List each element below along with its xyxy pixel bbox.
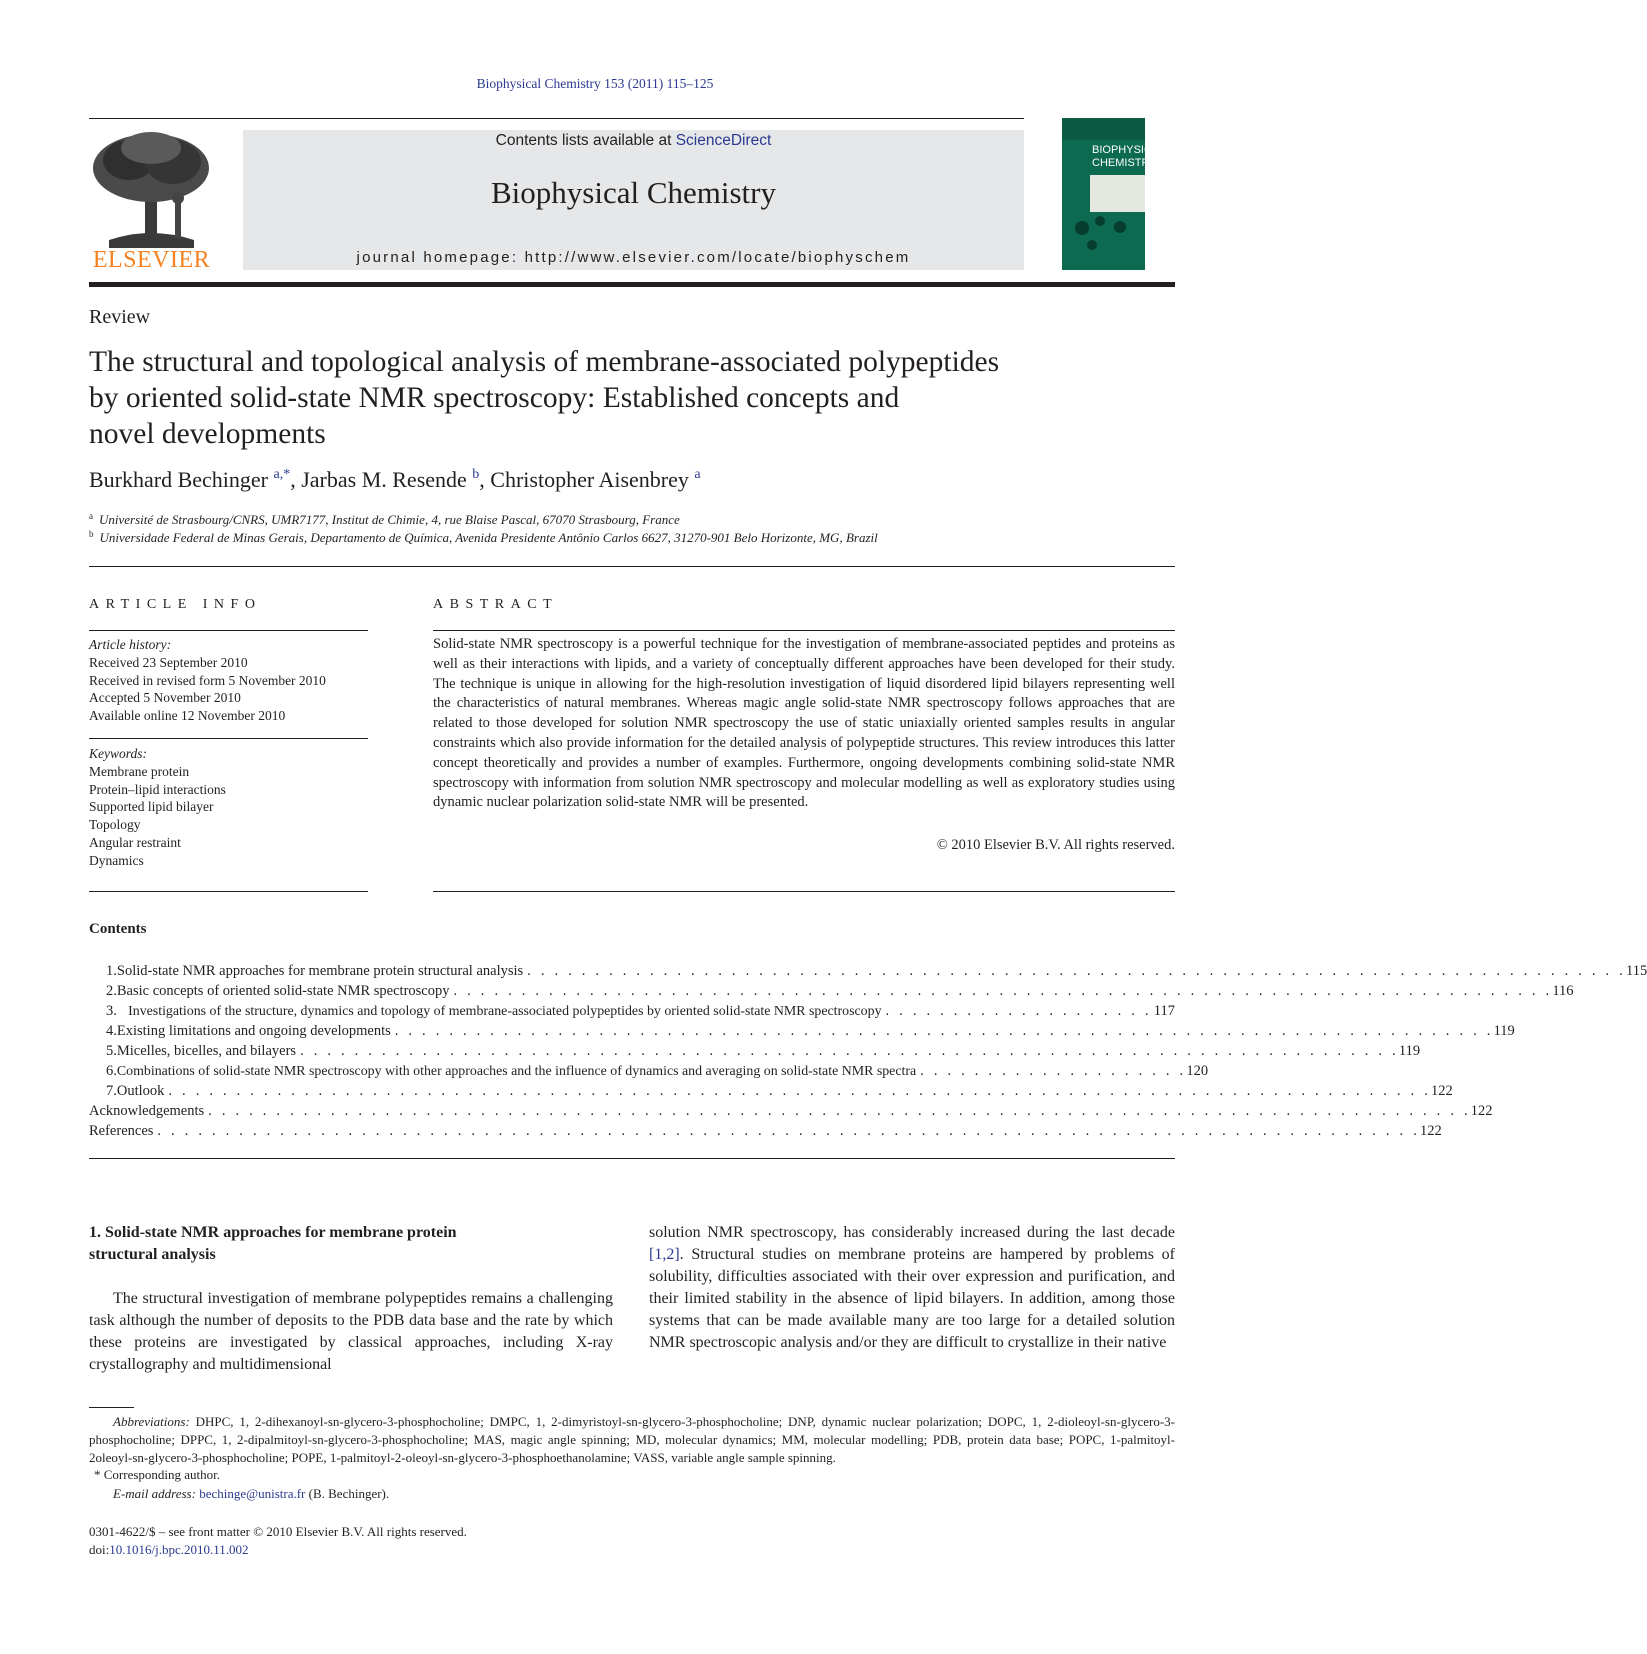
abbreviations-text: DHPC, 1, 2-dihexanoyl-sn-glycero-3-phosphocholine; DMPC, 1, 2-dimyristoyl-sn-glycero-3-phosphocholine; DNP, dynamic nuclear polarization; DOPC, 1, 2-dioleoyl-sn-glycero-3-phosphocholine; DPPC, 1, 2-dipalmitoyl-sn-glycero-3-phosphocholine; MAS, magic angle spinning; MD, molecular dynamics; MM, molecular modelling; PDB, protein data base; POPC, 1-palmitoyl-2oleoyl-sn-glycero-3-phosphocholine; POPE, 1-palmitoyl-2-oleoyl-sn-glycero-3-phosphoethanolamine; VASS, variable angle sample spinning.: [89, 1414, 1175, 1465]
author-list: Burkhard Bechinger $^{a,*}$, Jarbas M. Resende $^b$, Christopher Aisenbrey $^a$: [89, 467, 701, 492]
footnote-rule: [89, 1407, 134, 1408]
email-suffix: (B. Bechinger).: [305, 1486, 390, 1501]
front-matter-notice: 0301-4622/$ – see front matter © 2010 Elsevier B.V. All rights reserved.: [89, 1524, 467, 1539]
doi-line: [89, 1542, 249, 1558]
author-name: Jarbas M. Resende: [301, 467, 467, 492]
journal-title: Biophysical Chemistry: [490, 175, 776, 210]
section-1-heading-line1: 1. Solid-state NMR approaches for membrane protein: [89, 1224, 457, 1241]
toc-number: 7.: [106, 1083, 117, 1099]
footnote-email: [113, 1486, 389, 1502]
header-thick-rule: [89, 282, 1175, 287]
toc-page: 119: [1398, 1043, 1421, 1059]
contents-availability: [243, 132, 1024, 150]
toc-number: 6.: [106, 1063, 117, 1079]
journal-reference[interactable]: Biophysical Chemistry 153 (2011) 115–125: [476, 76, 714, 91]
toc-entry[interactable]: [89, 983, 1574, 1003]
cover-top-band: [1062, 118, 1145, 140]
toc-number: 3.: [106, 1003, 117, 1019]
elsevier-logo-text: ELSEVIER: [92, 247, 211, 273]
body-text: solution NMR spectroscopy, has considerably increased during the last decade: [649, 1224, 1175, 1241]
toc-label: Investigations of the structure, dynamics and topology of membrane-associated polypeptides by oriented solid-state NMR spectroscopy: [128, 1004, 882, 1019]
toc-label: Basic concepts of oriented solid-state NMR spectroscopy: [116, 983, 450, 999]
article-type: Review: [89, 306, 151, 328]
email-label: E-mail address:: [113, 1486, 200, 1501]
body-paragraph-col1: The structural investigation of membrane polypeptides remains a challenging task although the number of deposits to the PDB data base and the rate by which these proteins are investigated by classical approaches, including X-ray crystallography and multidimensional: [89, 1290, 613, 1373]
sciencedirect-link[interactable]: ScienceDirect: [675, 132, 772, 149]
cover-molecules-icon: [1062, 213, 1145, 270]
doi-link[interactable]: 10.1016/j.bpc.2010.11.002: [109, 1542, 249, 1557]
toc-entry[interactable]: [89, 1063, 1209, 1083]
journal-cover-image: [1062, 118, 1166, 270]
affiliation: [89, 511, 680, 528]
abstract-text: Solid-state NMR spectroscopy is a powerful technique for the investigation of membrane-associated peptides and proteins as well as their interactions with lipids, and a variety of conceptually different approaches have been developed for their study. The technique is unique in allowing for the high-resolution investigation of liquid disordered lipid bilayers representing well the characteristics of natural membranes. Whereas magic angle solid-state NMR spectroscopy follows approaches that are related to those developed for solution NMR spectroscopy the use of static uniaxially oriented samples results in angular constraints which also provide information for the detailed analysis of polypeptide structures. This review introduces this latter concept theoretically and provides a number of examples. Furthermore, ongoing developments combining solid-state NMR spectroscopy with information from solution NMR spectroscopy and molecular modelling as well as exploratory studies using dynamic nuclear polarization solid-state NMR will be presented.: [433, 636, 1175, 811]
article-history: [89, 636, 326, 725]
doi-prefix: doi:: [89, 1542, 110, 1557]
footnote-abbreviations: [89, 1413, 1175, 1467]
keywords: [89, 745, 226, 870]
toc-leader: . . . . . . . . . . . . . . . . . . . . . . . . . . . . . . . . . . . . . . . . . . . . . . . . . . . . . . . . . . . . . . . . . . . . . . . . . . . . . . . . . . . . . . . . . . . . .: [208, 1103, 1471, 1119]
contents-rule: [89, 1158, 1175, 1159]
keyword: Angular restraint: [89, 834, 181, 850]
table-of-contents: [89, 963, 1647, 1143]
affiliation-text: Universidade Federal de Minas Gerais, Departamento de Química, Avenida Presidente Antônio Carlos 6627, 31270-901 Belo Horizonte, MG, Brazil: [99, 530, 878, 545]
title-block-rule: [89, 566, 1175, 567]
author-name: Burkhard Bechinger: [89, 467, 268, 492]
abstract-rule: [433, 630, 1175, 631]
toc-leader: . . . . . . . . . . . . . . . . . . . . . . . . . . . . . . . . . . . . . . . . . . . . . . . . . . . . . . . . . . . . . . . . . . . . . . . . . . . . . . . . . . . . . . . . . . . . .: [157, 1123, 1421, 1139]
toc-page: 122: [1470, 1103, 1493, 1119]
toc-leader: . . . . . . . . . . . . . . . . . . . . . . . . . . . . . . . . . . . . . . . . . . . . . . . . . . . . . . . . . . . . . . . . . . . . . . . . . . . . . . . . .: [527, 963, 1626, 979]
toc-page: 117: [1153, 1003, 1175, 1019]
footnote-corresponding: * Corresponding author.: [94, 1467, 221, 1482]
article-info-rule: [89, 891, 368, 892]
keywords-label: Keywords:: [89, 746, 147, 761]
toc-page: 115: [1626, 963, 1647, 979]
section-1-heading-line2: structural analysis: [89, 1246, 216, 1263]
toc-page: 122: [1420, 1123, 1442, 1139]
header-top-rule: [89, 118, 1024, 119]
cover-title-line2: CHEMISTRY: [1092, 157, 1157, 169]
toc-page: 116: [1552, 983, 1574, 999]
author-affiliation-marker[interactable]: a: [694, 467, 701, 482]
author-name: Christopher Aisenbrey: [490, 467, 689, 492]
toc-leader: . . . . . . . . . . . . . . . . . . . .: [920, 1063, 1187, 1079]
toc-leader: . . . . . . . . . . . . . . . . . . . . . . . . . . . . . . . . . . . . . . . . . . . . . . . . . . . . . . . . . . . . . . . . . . . . . . . . . . . . . . . . . . . . . . . . . . . . .: [168, 1083, 1432, 1099]
paper-title-line1: The structural and topological analysis of membrane-associated polypeptides: [89, 346, 1000, 378]
article-info-heading: ARTICLE INFO: [89, 597, 262, 612]
toc-entry[interactable]: [89, 1043, 1421, 1063]
toc-label: Existing limitations and ongoing developments: [116, 1023, 391, 1039]
toc-entry[interactable]: [89, 1023, 1515, 1043]
toc-number: 4.: [106, 1023, 117, 1039]
paper-title-line2: by oriented solid-state NMR spectroscopy: Established concepts and: [89, 382, 900, 414]
abstract-heading: ABSTRACT: [433, 597, 559, 612]
cover-title: [1092, 144, 1165, 170]
author-affiliation-marker[interactable]: a,*: [273, 467, 291, 482]
toc-leader: . . . . . . . . . . . . . . . . . . . . . . . . . . . . . . . . . . . . . . . . . . . . . . . . . . . . . . . . . . . . . . . . . . . . . . . . . . . . . . . . .: [453, 983, 1553, 999]
toc-label: References: [89, 1123, 154, 1139]
toc-leader: . . . . . . . . . . . . . . . . . . . .: [885, 1003, 1152, 1019]
history-item: Received 23 September 2010: [89, 654, 248, 670]
contents-prefix: Contents lists available at: [495, 132, 676, 149]
toc-entry[interactable]: [89, 963, 1647, 983]
abstract-copyright: © 2010 Elsevier B.V. All rights reserved.: [936, 837, 1175, 853]
body-text: . Structural studies on membrane proteins are hampered by problems of solubility, difficulties associated with their over expression and purification, and their limited stability in the absence of lipid bilayers. In addition, among those systems that can be made available many are too large for a detailed solution NMR spectroscopic analysis and/or they are difficult to crystallize in their native: [649, 1246, 1175, 1351]
article-info-rule: [89, 738, 368, 739]
keyword: Supported lipid bilayer: [89, 799, 214, 815]
keyword: Topology: [89, 817, 141, 833]
toc-label: Outlook: [116, 1083, 165, 1099]
toc-number: 2.: [106, 983, 117, 999]
abbreviations-label: Abbreviations:: [113, 1414, 190, 1429]
history-label: Article history:: [89, 637, 172, 652]
toc-label: Micelles, bicelles, and bilayers: [116, 1043, 297, 1059]
toc-leader: . . . . . . . . . . . . . . . . . . . . . . . . . . . . . . . . . . . . . . . . . . . . . . . . . . . . . . . . . . . . . . . . . . . . . . . . . . . . . . . . .: [300, 1043, 1399, 1059]
toc-entry[interactable]: [89, 1123, 1442, 1143]
toc-leader: . . . . . . . . . . . . . . . . . . . . . . . . . . . . . . . . . . . . . . . . . . . . . . . . . . . . . . . . . . . . . . . . . . . . . . . . . . . . . . . . .: [394, 1023, 1494, 1039]
keyword: Membrane protein: [89, 763, 190, 779]
affiliation: [89, 529, 878, 546]
affiliation-label: a: [89, 511, 93, 521]
email-link[interactable]: bechinge@unistra.fr: [199, 1486, 306, 1501]
abstract-rule: [433, 891, 1175, 892]
cover-title-line1: BIOPHYSICAL: [1092, 144, 1166, 156]
cover-photo: [1090, 175, 1145, 212]
body-paragraph-col2: [649, 1222, 1175, 1354]
toc-label: Solid-state NMR approaches for membrane protein structural analysis: [116, 963, 524, 979]
affiliation-label: b: [89, 529, 94, 539]
toc-entry[interactable]: [89, 1103, 1493, 1123]
history-item: Accepted 5 November 2010: [89, 690, 241, 706]
citation-link[interactable]: [1,2]: [649, 1246, 680, 1263]
article-info-rule: [89, 630, 368, 631]
toc-page: 122: [1431, 1083, 1453, 1099]
toc-entry[interactable]: [89, 1083, 1453, 1103]
author-affiliation-marker[interactable]: b: [472, 467, 480, 482]
affiliation-text: Université de Strasbourg/CNRS, UMR7177, Institut de Chimie, 4, rue Blaise Pascal, 67070 Strasbourg, France: [99, 512, 680, 527]
toc-page: 119: [1493, 1023, 1515, 1039]
keyword: Dynamics: [89, 852, 144, 868]
journal-homepage[interactable]: journal homepage: http://www.elsevier.com/locate/biophyschem: [356, 249, 911, 266]
toc-entry[interactable]: [89, 1003, 1175, 1023]
paper-title-line3: novel developments: [89, 418, 326, 450]
history-item: Received in revised form 5 November 2010: [89, 672, 326, 688]
paper-title: [89, 344, 1139, 452]
keyword: Protein–lipid interactions: [89, 781, 226, 797]
toc-page: 120: [1186, 1063, 1209, 1079]
toc-label: Acknowledgements: [89, 1103, 205, 1119]
toc-number: 1.: [106, 963, 117, 979]
history-item: Available online 12 November 2010: [89, 708, 286, 724]
section-1-heading: [89, 1222, 559, 1266]
contents-heading: Contents: [89, 921, 147, 937]
toc-label: Combinations of solid-state NMR spectroscopy with other approaches and the influence of dynamics and averaging on solid-state NMR spectra: [116, 1064, 917, 1079]
toc-number: 5.: [106, 1043, 117, 1059]
